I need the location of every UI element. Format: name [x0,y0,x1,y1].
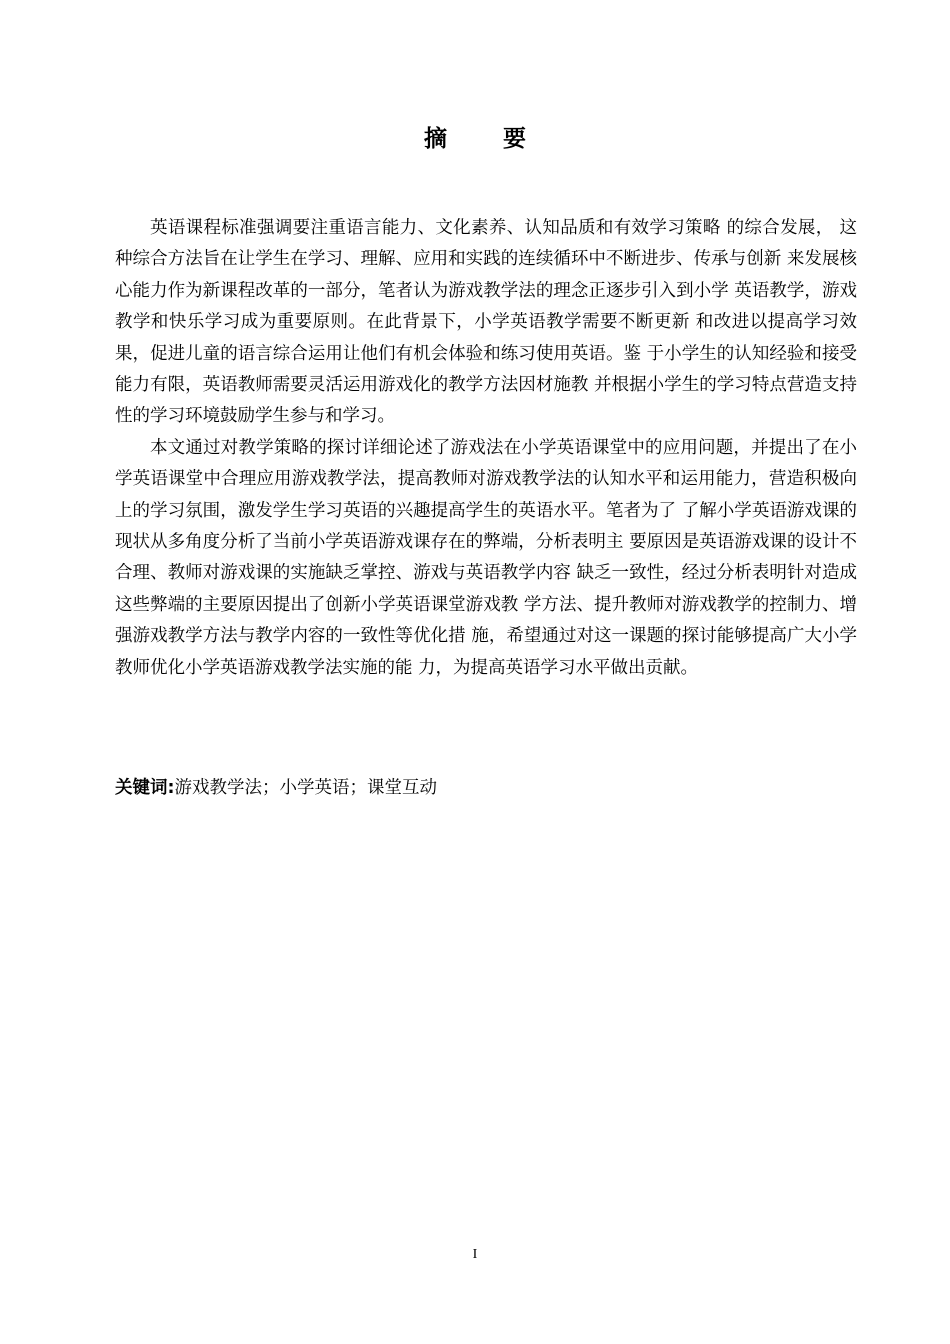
keywords-text: 游戏教学法；小学英语；课堂互动 [174,778,437,798]
abstract-paragraph-1: 英语课程标准强调要注重语言能力、文化素养、认知品质和有效学习策略 的综合发展， 这种综合方法旨在让学生在学习、理解、应用和实践的连续循环中不断进步、传承与创新 来发展核心能力作为新课程改革的一部分，笔者认为游戏教学法的理念正逐步引入到小学 英语教学，游戏教学和快乐学习成为重要原则。在此背景下，小学英语教学需要不断更新 和改进以提高学习效果，促进儿童的语言综合运用让他们有机会体验和练习使用英语。鉴 于小学生的认知经验和接受能力有限，英语教师需要灵活运用游戏化的教学方法因材施教 并根据小学生的学习特点营造支持性的学习环境鼓励学生参与和学习。 [115,218,857,427]
abstract-title: 摘 要 [423,126,550,152]
keywords-line [115,774,437,802]
keywords-label: 关键词: [115,778,175,798]
abstract-paragraph-2: 本文通过对教学策略的探讨详细论述了游戏法在小学英语课堂中的应用问题，并提出了在小学英语课堂中合理应用游戏教学法，提高教师对游戏教学法的认知水平和运用能力，营造积极向上的学习氛围，激发学生学习英语的兴趣提高学生的英语水平。笔者为了 了解小学英语游戏课的现状从多角度分析了当前小学英语游戏课存在的弊端，分析表明主 要原因是英语游戏课的设计不合理、教师对游戏课的实施缺乏掌控、游戏与英语教学内容 缺乏一致性，经过分析表明针对造成这些弊端的主要原因提出了创新小学英语课堂游戏教 学方法、提升教师对游戏教学的控制力、增强游戏教学方法与教学内容的一致性等优化措 施，希望通过对这一课题的探讨能够提高广大小学教师优化小学英语游戏教学法实施的能 力，为提高英语学习水平做出贡献。 [115,437,857,678]
abstract-body [115,213,857,684]
page-number: I [472,1247,478,1262]
